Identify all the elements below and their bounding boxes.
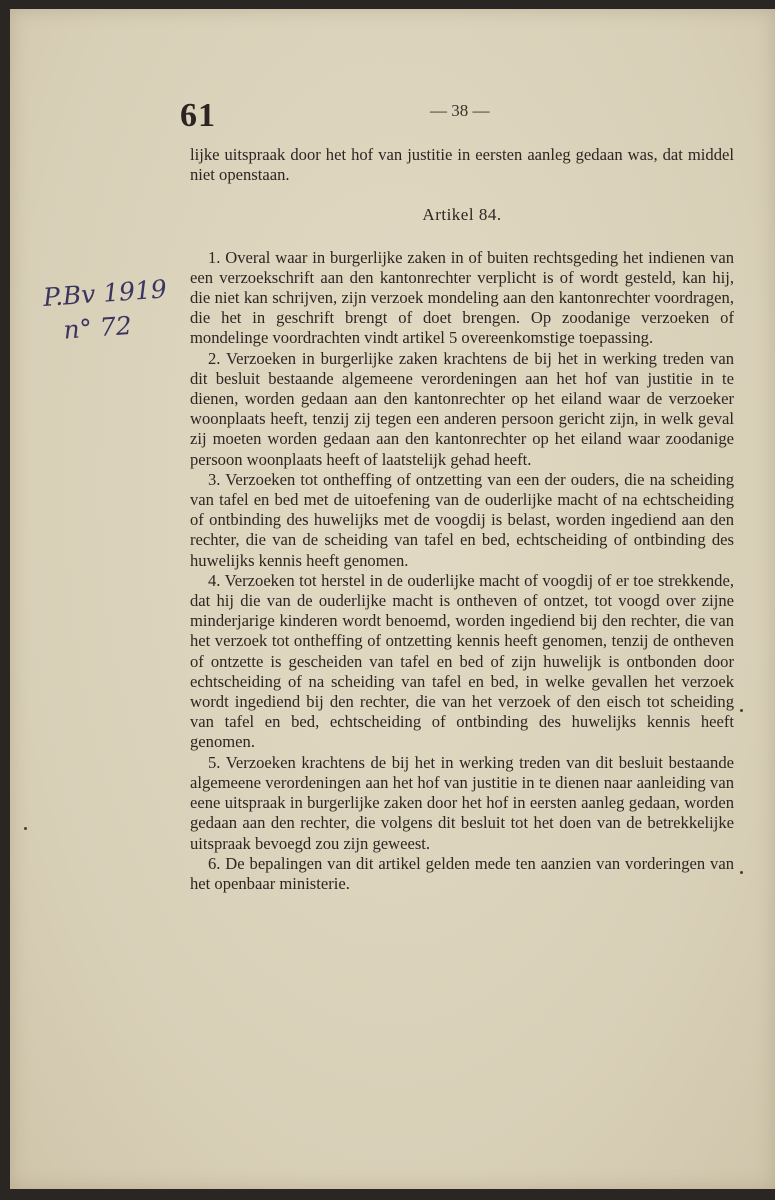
paper-speck xyxy=(24,827,27,830)
paper-speck xyxy=(740,871,743,874)
paragraph-5: 5. Verzoeken krachtens de bij het in werking treden van dit besluit bestaande algemeene verordeningen aan het hof van justitie in te dienen naar aanleiding van eene uitspraak in burgerlijke zaken door het hof in eersten aanleg gedaan, worden gedaan aan den rechter, die volgens dit besluit tot het doen van de betrekkelijke uitspraak bevoegd zou zijn geweest. xyxy=(190,752,734,853)
paragraph-4: 4. Verzoeken tot herstel in de ouderlijke macht of voogdij of er toe strekkende, dat hij die van de ouderlijke macht is ontheven of ontzet, tot voogd over zijne minderjarige kinderen wordt benoemd, worden ingediend bij den rechter, die van het verzoek tot ontheffing of ontzetting kennis heeft genomen, tenzij de ontheven of ontzette is gescheiden van tafel en bed of zijn huwelijk is ontbonden door echtscheiding of na scheiding van tafel en bed, in welke gevallen het verzoek wordt ingediend bij den rechter, die van het verzoek of den eisch tot scheiding van tafel en bed, echtscheiding of ontbinding des huwelijks kennis heeft genomen. xyxy=(190,570,734,752)
paragraph-1: 1. Overal waar in burgerlijke zaken in of buiten rechtsgeding het indienen van een verzoekschrift aan den kantonrechter verplicht is of wordt gesteld, kan hij, die niet kan schrijven, zijn verzoek mondeling aan den kantonrechter voordragen, die het in geschrift brengt of doet brengen. Op zoodanige verzoeken of mondelinge voordrachten vindt artikel 5 overeenkomstige toepassing. xyxy=(190,247,734,348)
article-heading: Artikel 84. xyxy=(422,205,502,225)
handwritten-margin-note xyxy=(42,272,170,348)
margin-note-line-2: n° 72 xyxy=(62,310,133,345)
paper-speck xyxy=(740,709,743,712)
margin-note-line-1: P.Bv 1919 xyxy=(42,274,168,312)
paragraph-2: 2. Verzoeken in burgerlijke zaken krachtens de bij het in werking treden van dit besluit bestaande algemeene verordeningen aan het hof van justitie in te dienen, worden gedaan aan den kantonrechter op het eiland waar de verzoeker woonplaats heeft, tenzij zij tegen een anderen persoon gericht zijn, in welk geval zij moeten worden gedaan aan den kantonrechter op het eiland waar zoodanige persoon woonplaats heeft of laatstelijk gehad heeft. xyxy=(190,348,734,469)
intro-text: lijke uitspraak door het hof van justitie in eersten aanleg gedaan was, dat middel niet openstaan. xyxy=(190,145,734,185)
paragraph-3: 3. Verzoeken tot ontheffing of ontzetting van een der ouders, die na scheiding van tafel en bed met de uitoefening van de ouderlijke macht of na echtscheiding of ontbinding des huwelijks met de voogdij is belast, worden ingediend aan den rechter, die van de scheiding van tafel en bed, echtscheiding of ontbinding des huwelijks kennis heeft genomen. xyxy=(190,469,734,570)
paragraph-6: 6. De bepalingen van dit artikel gelden mede ten aanzien van vorderingen van het openbaar ministerie. xyxy=(190,853,734,893)
folio-number: 61 xyxy=(180,97,216,134)
article-body xyxy=(190,145,734,894)
document-page xyxy=(10,9,775,1189)
page-number: — 38 — xyxy=(430,101,490,120)
